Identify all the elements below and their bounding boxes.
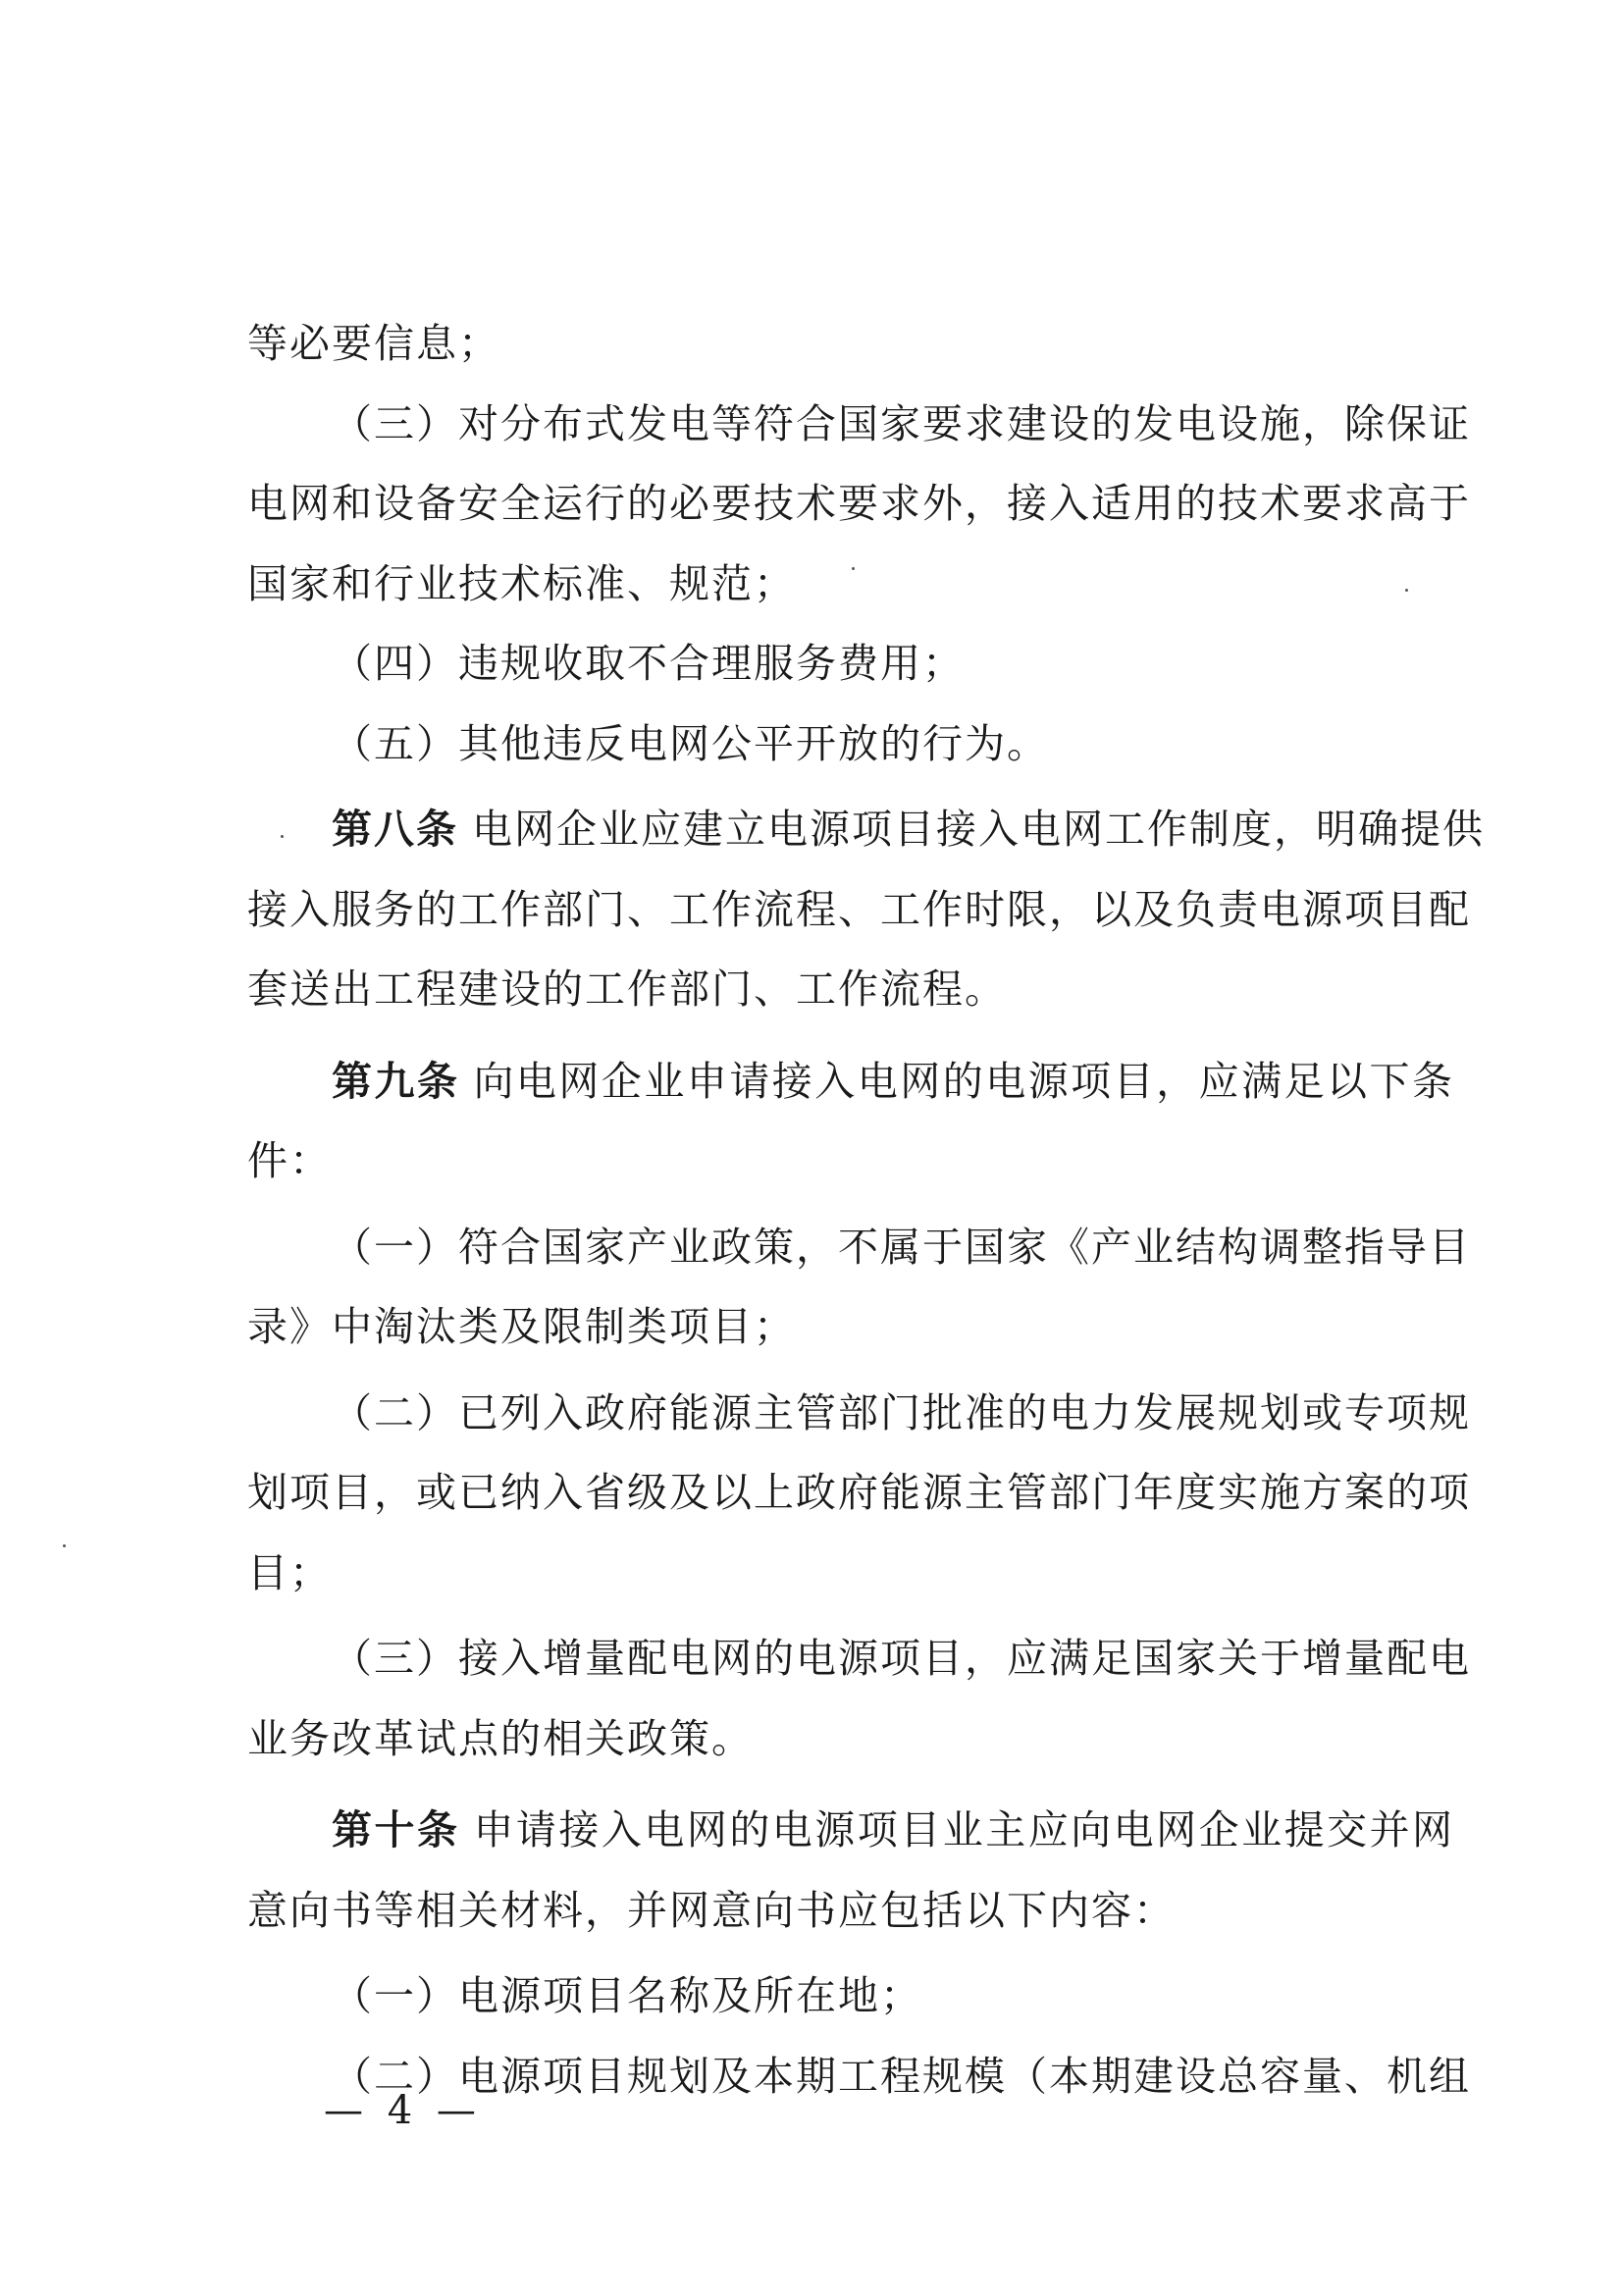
article-10-first-line [247,1791,1454,1871]
text-line: 国家和行业技术标准、规范； [247,559,796,607]
text-line: （三）对分布式发电等符合国家要求建设的发电设施，除保证 [332,399,1471,447]
article-9-heading: 第九条 [332,1057,460,1105]
text-line: 录》中淘汰类及限制类项目； [247,1303,796,1350]
text-line: 套送出工程建设的工作部门、工作流程。 [247,965,1007,1013]
text-line: 等必要信息； [247,320,500,367]
scan-speck [1405,589,1408,592]
scan-speck [63,1544,66,1547]
text-line: 向电网企业申请接入电网的电源项目，应满足以下条 [473,1057,1455,1105]
article-9-first-line [247,1042,1454,1122]
text-line: 接入服务的工作部门、工作流程、工作时限，以及负责电源项目配 [247,885,1471,933]
text-line: 件： [247,1137,332,1184]
page-number: — 4 — [324,2088,482,2133]
text-line: 划项目，或已纳入省级及以上政府能源主管部门年度实施方案的项 [247,1469,1471,1516]
text-line: （四）违规收取不合理服务费用； [332,640,965,687]
text-line: （三）接入增量配电网的电源项目，应满足国家关于增量配电 [332,1635,1471,1682]
text-line: （五）其他违反电网公平开放的行为。 [332,719,1049,767]
scan-speck [281,835,284,838]
text-line: 申请接入电网的电源项目业主应向电网企业提交并网 [473,1806,1455,1853]
text-line: 电网和设备安全运行的必要技术要求外，接入适用的技术要求高于 [247,480,1471,527]
scan-speck [852,567,855,570]
text-line: （一）符合国家产业政策，不属于国家《产业结构调整指导目 [332,1223,1471,1271]
text-line: （二）已列入政府能源主管部门批准的电力发展规划或专项规 [332,1388,1471,1436]
article-8-first-line [247,790,1485,870]
text-line: （一）电源项目名称及所在地； [332,1972,922,2019]
text-line: （二）电源项目规划及本期工程规模（本期建设总容量、机组 [332,2052,1471,2100]
text-line: 目； [247,1548,332,1596]
document-body [247,304,1485,2116]
article-10-heading: 第十条 [332,1806,460,1853]
text-line: 意向书等相关材料，并网意向书应包括以下内容： [247,1886,1176,1934]
text-line: 电网企业应建立电源项目接入电网工作制度，明确提供 [472,806,1485,853]
text-line: 业务改革试点的相关政策。 [247,1714,754,1762]
article-8-heading: 第八条 [332,806,458,853]
